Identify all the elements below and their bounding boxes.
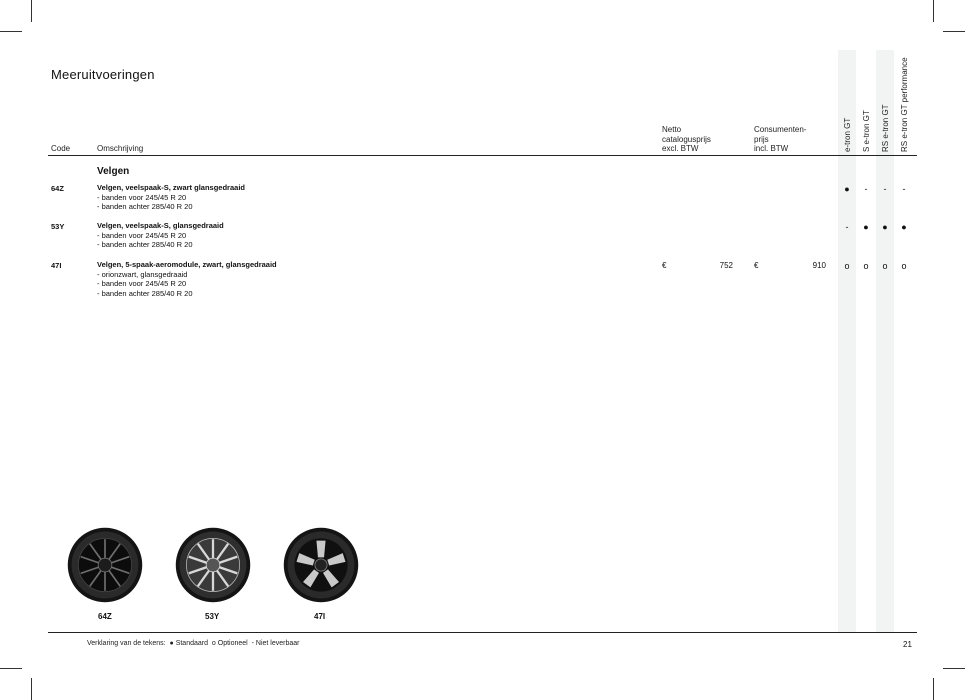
row-description [97,183,245,212]
wheel-label: 64Z [98,612,112,621]
row-description [97,260,277,298]
header-model-rs-e-tron-gt-performance: RS e-tron GT performance [900,57,909,152]
standard-icon: ● [169,640,174,647]
legend [87,640,299,647]
header-netto-line: excl. BTW [662,144,699,153]
row-title: Velgen, veelspaak-S, zwart glansgedraaid [97,183,245,192]
aero-wheel-icon [283,527,359,603]
header-model-rs-e-tron-gt: RS e-tron GT [881,104,890,152]
row-code: 53Y [51,222,65,231]
crop-mark [31,678,32,700]
row-description [97,221,224,250]
row-detail: - banden voor 245/45 R 20 [97,230,187,240]
consumer-currency: € [754,261,759,270]
availability-mark: o [863,261,869,271]
availability-mark: o [901,261,907,271]
row-title: Velgen, veelspaak-S, glansgedraaid [97,221,224,230]
legend-niet: Niet leverbaar [255,640,300,647]
header-consumer-line: prijs [754,134,769,144]
crop-mark [933,0,934,22]
optional-icon: o [211,640,216,647]
header-model-e-tron-gt: e-tron GT [843,117,852,152]
row-detail: - banden voor 245/45 R 20 [97,279,187,289]
crop-mark [943,668,965,669]
footer-rule [48,632,917,633]
row-title: Velgen, 5-spaak-aeromodule, zwart, glansgedraaid [97,260,277,269]
page-number: 21 [903,640,912,649]
legend-standaard: Standaard [175,640,208,647]
row-detail: - banden achter 285/40 R 20 [97,288,193,298]
availability-mark: ● [844,184,850,194]
row-code: 64Z [51,184,64,193]
availability-mark: - [864,184,868,194]
header-consumer-line: incl. BTW [754,144,789,153]
row-code: 47I [51,261,62,270]
not-available-icon: - [251,640,254,647]
netto-currency: € [662,261,667,270]
header-omschrijving: Omschrijving [97,144,144,153]
header-rule [48,155,917,156]
legend-prefix: Verklaring van de tekens: [87,640,166,647]
row-detail: - orionzwart, glansgedraaid [97,269,188,279]
multispoke-silver-wheel-icon [175,527,251,603]
row-detail: - banden achter 285/40 R 20 [97,202,193,212]
header-model-s-e-tron-gt: S e-tron GT [862,110,871,152]
crop-mark [943,31,965,32]
availability-mark: ● [901,222,907,232]
section-title: Velgen [97,166,130,177]
header-code: Code [51,144,71,153]
availability-mark: - [845,222,849,232]
consumer-price: 910 [812,261,826,270]
availability-mark: - [883,184,887,194]
availability-mark: ● [863,222,869,232]
header-consumer-price [754,125,806,154]
header-consumer-line: Consumenten- [754,125,807,134]
header-netto-price [662,125,711,154]
availability-mark: o [844,261,850,271]
crop-mark [31,0,32,22]
netto-price: 752 [719,261,733,270]
page-title: Meeruitvoeringen [51,67,155,82]
wheel-label: 53Y [205,612,220,621]
crop-mark [933,678,934,700]
availability-mark: ● [882,222,888,232]
availability-mark: - [902,184,906,194]
header-netto-line: catalogusprijs [662,134,711,144]
header-netto-line: Netto [662,125,682,134]
legend-optioneel: Optioneel [217,640,248,647]
row-detail: - banden voor 245/45 R 20 [97,192,187,202]
multispoke-black-wheel-icon [67,527,143,603]
wheel-label: 47I [314,612,326,621]
availability-mark: o [882,261,888,271]
crop-mark [0,31,22,32]
row-detail: - banden achter 285/40 R 20 [97,240,193,250]
crop-mark [0,668,22,669]
